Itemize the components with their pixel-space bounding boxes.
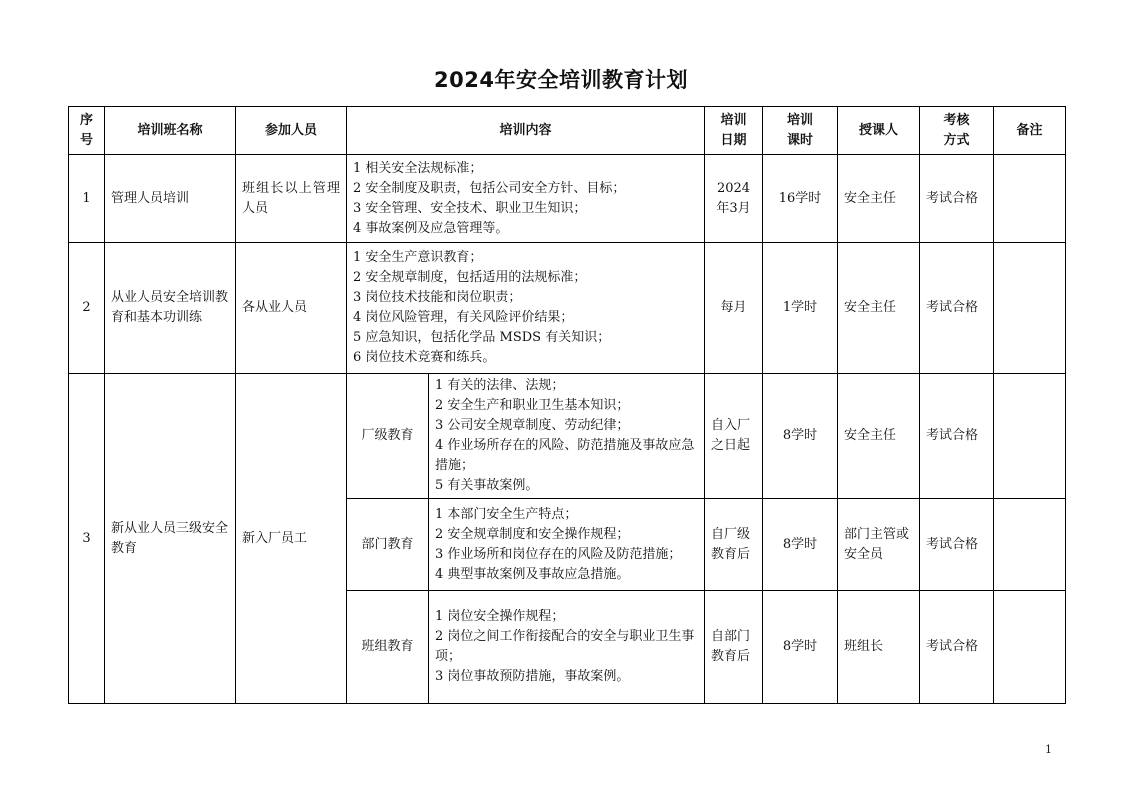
cell-remarks — [994, 591, 1066, 704]
cell-date: 自厂级教育后 — [705, 499, 763, 591]
content-line: 4 岗位风险管理，有关风险评价结果； — [353, 310, 574, 325]
header-class-name: 培训班名称 — [105, 107, 236, 155]
cell-hours: 16学时 — [763, 155, 838, 243]
cell-instructor: 安全主任 — [838, 374, 920, 499]
cell-class-name: 管理人员培训 — [105, 155, 236, 243]
cell-content — [347, 155, 705, 243]
cell-hours: 8学时 — [763, 591, 838, 704]
cell-assessment: 考试合格 — [920, 591, 994, 704]
cell-assessment: 考试合格 — [920, 155, 994, 243]
cell-level: 班组教育 — [347, 591, 429, 704]
table-header-row — [69, 107, 1066, 155]
cell-content — [429, 499, 705, 591]
content-line: 6 岗位技术竞赛和练兵。 — [353, 350, 496, 365]
content-line: 3 作业场所和岗位存在的风险及防范措施； — [435, 546, 682, 562]
cell-content — [429, 591, 705, 704]
cell-date: 每月 — [705, 243, 763, 374]
cell-date: 2024年3月 — [705, 155, 763, 243]
training-plan-table — [68, 106, 1066, 704]
cell-instructor: 安全主任 — [838, 155, 920, 243]
cell-content — [347, 243, 705, 374]
cell-hours: 8学时 — [763, 374, 838, 499]
page-number: 1 — [1045, 743, 1052, 756]
header-participants: 参加人员 — [236, 107, 347, 155]
cell-seq: 3 — [69, 374, 105, 704]
content-line: 4 典型事故案例及事故应急措施。 — [435, 566, 630, 582]
cell-participants: 新入厂员工 — [236, 374, 347, 704]
table-row — [69, 374, 1066, 499]
content-line: 2 岗位之间工作衔接配合的安全与职业卫生事项； — [435, 629, 695, 664]
header-content: 培训内容 — [347, 107, 705, 155]
cell-participants: 班组长以上管理人员 — [236, 155, 347, 243]
content-line: 4 作业场所存在的风险、防范措施及事故应急措施； — [435, 438, 695, 473]
cell-assessment: 考试合格 — [920, 374, 994, 499]
content-line: 1 相关安全法规标准； — [353, 160, 483, 176]
cell-remarks — [994, 155, 1066, 243]
content-line: 2 安全制度及职责，包括公司安全方针、目标； — [353, 180, 626, 196]
cell-remarks — [994, 374, 1066, 499]
content-line: 2 安全规章制度，包括适用的法规标准； — [353, 270, 587, 285]
cell-instructor: 部门主管或安全员 — [838, 499, 920, 591]
content-line: 2 安全生产和职业卫生基本知识； — [435, 398, 630, 413]
cell-assessment: 考试合格 — [920, 499, 994, 591]
content-line: 1 安全生产意识教育； — [353, 250, 483, 265]
content-line: 1 岗位安全操作规程； — [435, 609, 565, 624]
header-remarks: 备注 — [994, 107, 1066, 155]
cell-seq: 1 — [69, 155, 105, 243]
cell-level: 部门教育 — [347, 499, 429, 591]
content-line: 3 安全管理、安全技术、职业卫生知识； — [353, 200, 587, 216]
content-line: 3 岗位事故预防措施，事故案例。 — [435, 669, 630, 684]
page-title: 2024年安全培训教育计划 — [434, 68, 688, 92]
header-hours: 培训 课时 — [763, 107, 838, 155]
cell-seq: 2 — [69, 243, 105, 374]
content-line: 5 有关事故案例。 — [435, 478, 539, 493]
content-line: 4 事故案例及应急管理等。 — [353, 220, 509, 236]
cell-class-name: 从业人员安全培训教育和基本功训练 — [105, 243, 236, 374]
cell-hours: 1学时 — [763, 243, 838, 374]
cell-assessment: 考试合格 — [920, 243, 994, 374]
header-seq: 序 号 — [69, 107, 105, 155]
header-assessment: 考核 方式 — [920, 107, 994, 155]
header-date: 培训 日期 — [705, 107, 763, 155]
content-line: 1 本部门安全生产特点； — [435, 506, 578, 522]
cell-content — [429, 374, 705, 499]
cell-hours: 8学时 — [763, 499, 838, 591]
cell-instructor: 安全主任 — [838, 243, 920, 374]
cell-level: 厂级教育 — [347, 374, 429, 499]
cell-date: 自部门教育后 — [705, 591, 763, 704]
cell-remarks — [994, 499, 1066, 591]
content-line: 3 岗位技术技能和岗位职责； — [353, 290, 522, 305]
content-line: 2 安全规章制度和安全操作规程； — [435, 526, 630, 542]
cell-class-name: 新从业人员三级安全教育 — [105, 374, 236, 704]
content-line: 5 应急知识，包括化学品 MSDS 有关知识； — [353, 330, 611, 345]
header-instructor: 授课人 — [838, 107, 920, 155]
table-row — [69, 155, 1066, 243]
table-row — [69, 243, 1066, 374]
cell-instructor: 班组长 — [838, 591, 920, 704]
content-line: 1 有关的法律、法规； — [435, 378, 565, 393]
cell-participants: 各从业人员 — [236, 243, 347, 374]
cell-remarks — [994, 243, 1066, 374]
cell-date: 自入厂之日起 — [705, 374, 763, 499]
content-line: 3 公司安全规章制度、劳动纪律； — [435, 418, 630, 433]
